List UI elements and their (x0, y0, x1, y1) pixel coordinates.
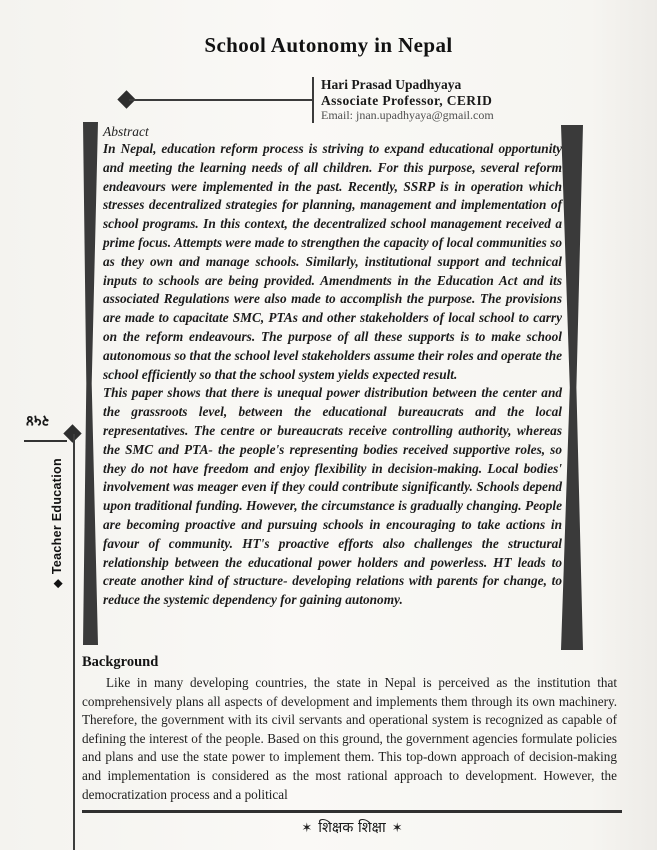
abstract-paragraph-1: In Nepal, education reform process is striving to expand educational opportunity and meeting the learning needs of all children. For this purpose, several reform endeavours were implemented in the past. Recently, SSRP is in operation which stresses decentralized strategies for planning, management and implementation of school programs. In this context, the decentralized school management received a prime focus. Attempts were made to strengthen the capacity of local communities so as they own and manage schools. Similarly, institutional support and technical inputs to schools are being provided. Amendments in the Education Act and its associated Regulations were also made to accomplish the purpose. The provisions are made to capacitate SMC, PTAs and other stakeholders of local school to carry on the reform endeavours. The purpose of all these supports is to make school autonomous so that the school level stakeholders assume their roles and operate the school efficiently so that the school system yields expected result. (103, 141, 562, 382)
abstract-right-bar (561, 125, 583, 650)
page-number: २५४ (26, 412, 50, 430)
author-block (312, 77, 494, 123)
journal-series-label: Teacher Education (50, 458, 64, 575)
abstract-left-bar (83, 122, 98, 645)
abstract-section (103, 124, 562, 610)
background-section (82, 653, 617, 804)
abstract-paragraph-2: This paper shows that there is unequal power distribution between the center and the grassroots level, between the educational bureaucrats and the local representatives. The centre or bureaucrats receive controlling authority, whereas the SMC and PTA- the people's representing bodies received supportive roles, so they do not have freedom and enjoy flexibility in decision-making. Local bodies' involvement was meager even if they could contribute significantly. Schools depend upon traditional funding. However, the circumstance is gradually changing. People are becoming proactive and pursuing schools in encouraging to take actions in favour of community. HT's proactive efforts also challenges the structural relationship between the educational power holders and powerless. HT leads to create another kind of structure- developing relations with parents for change, to reduce the systemic dependency for gaining autonomy. (103, 385, 562, 608)
background-heading: Background (82, 654, 159, 670)
author-rule-line (129, 99, 313, 101)
article-title: School Autonomy in Nepal (204, 33, 453, 57)
author-affiliation: Associate Professor, CERID (321, 92, 493, 108)
abstract-heading: Abstract (103, 124, 149, 139)
author-email: Email: jnan.upadhyaya@gmail.com (321, 108, 494, 122)
footer-rule (82, 810, 622, 813)
background-paragraph: Like in many developing countries, the state in Nepal is perceived as the institution that comprehensively plans all aspects of development and implements them through its own machinery. Therefore, the government with its civil servants and operational system is recognized as capable of defining the interest of the people. Based on this ground, the government agencies formulate policies and plans and use the state power to implement them. This top-down approach of decision-making and implementation is considered as the most rational approach to development. However, the democratization process and a political (82, 675, 617, 802)
author-name: Hari Prasad Upadhyaya (321, 77, 462, 92)
footer-journal-name: शिक्षक शिक्षा (318, 820, 386, 836)
journal-series-label-group (50, 458, 64, 588)
star-icon: ✶ (391, 821, 403, 836)
footer-journal-name-group (82, 818, 622, 839)
margin-corner-line (24, 440, 67, 442)
star-icon: ✶ (301, 821, 313, 836)
diamond-icon: ◆ (52, 579, 64, 588)
margin-vertical-line (73, 434, 75, 850)
